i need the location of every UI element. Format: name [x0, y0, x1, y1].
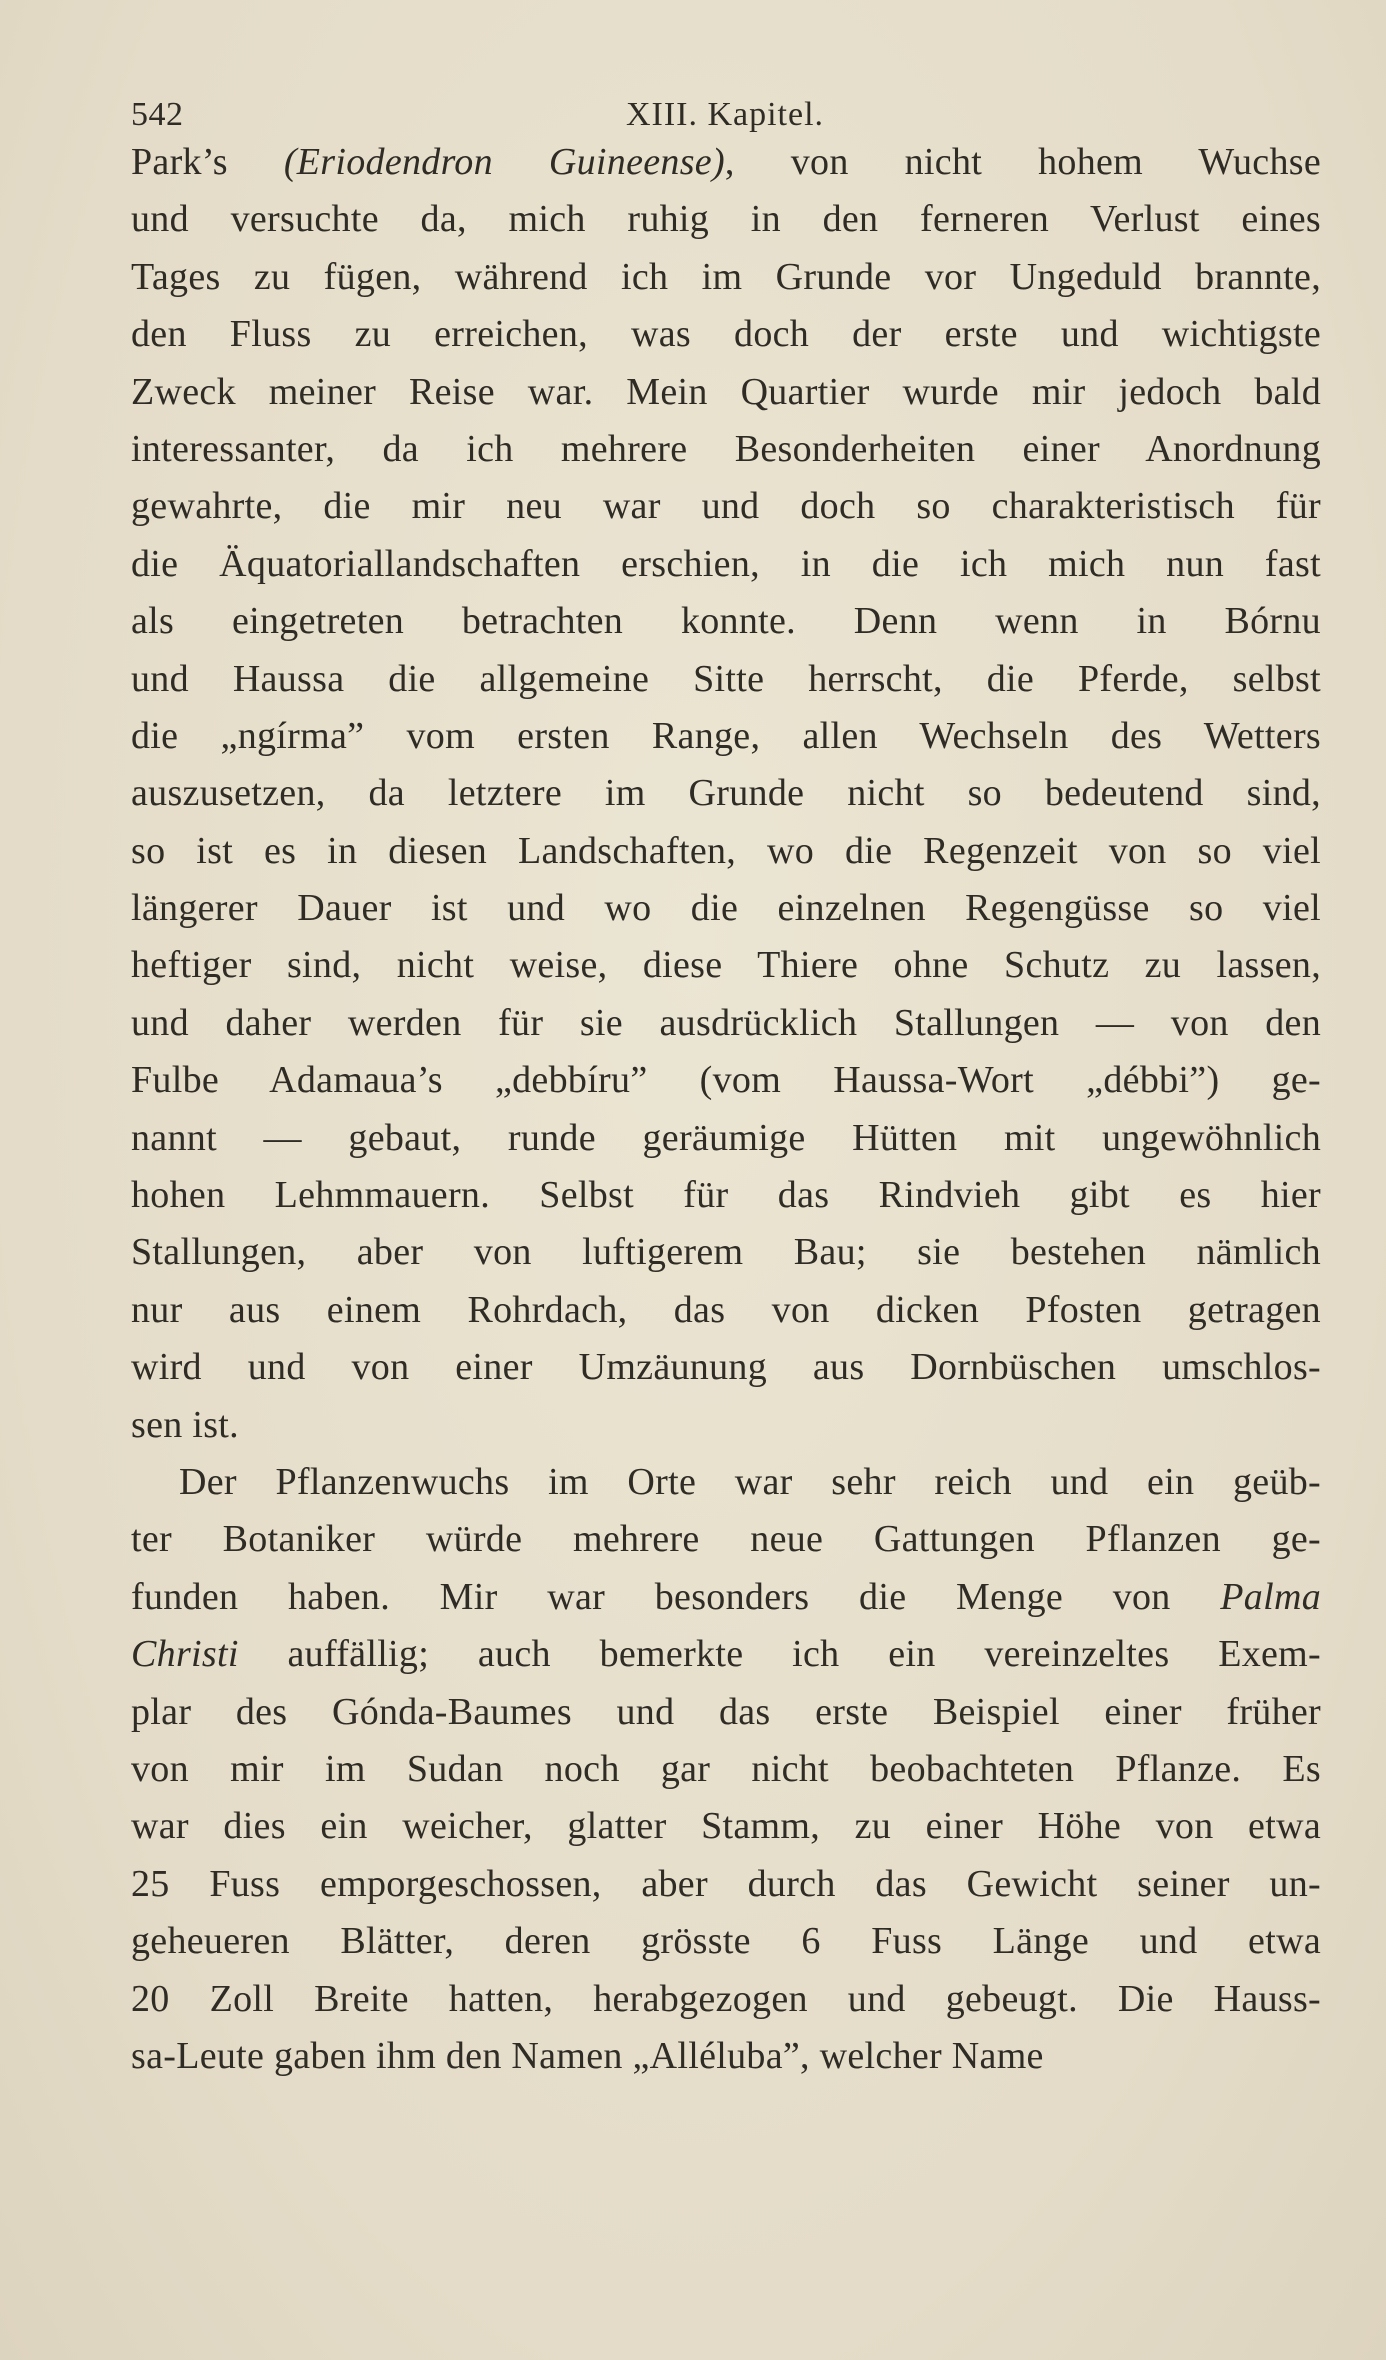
- text-line: [131, 1569, 1321, 1626]
- text-run: Fulbe Adamaua’s „debbíru” (vom Haussa-Wort „débbi”) ge-: [131, 1059, 1321, 1102]
- text-line: [131, 1971, 1321, 2028]
- text-run: als eingetreten betrachten konnte. Denn wenn in Bórnu: [131, 600, 1321, 643]
- text-run: hohen Lehmmauern. Selbst für das Rindvieh gibt es hier: [131, 1174, 1321, 1217]
- text-run: den Fluss zu erreichen, was doch der erste und wichtigste: [131, 313, 1321, 356]
- text-run: und daher werden für sie ausdrücklich Stallungen — von den: [131, 1001, 1321, 1044]
- text-run: von mir im Sudan noch gar nicht beobachteten Pflanze. Es: [131, 1747, 1321, 1790]
- text-line: [131, 1224, 1321, 1281]
- text-run: nur aus einem Rohrdach, das von dicken Pfosten getragen: [131, 1288, 1321, 1331]
- paragraph: [131, 134, 1321, 1454]
- text-line: [131, 995, 1321, 1052]
- text-run: sen ist.: [131, 1403, 239, 1446]
- text-run: Tages zu fügen, während ich im Grunde vor Ungeduld brannte,: [131, 255, 1321, 298]
- text-line: [131, 1110, 1321, 1167]
- text-run: Stallungen, aber von luftigerem Bau; sie bestehen nämlich: [131, 1231, 1321, 1274]
- text-run: ter Botaniker würde mehrere neue Gattungen Pflanzen ge-: [131, 1518, 1321, 1561]
- text-line: [131, 651, 1321, 708]
- text-line: [131, 364, 1321, 421]
- text-run: und versuchte da, mich ruhig in den ferneren Verlust eines: [131, 198, 1321, 241]
- text-line: [131, 1741, 1321, 1798]
- text-run: Park’s: [131, 141, 284, 183]
- italic-text: Palma: [1220, 1575, 1321, 1618]
- text-line: [131, 1052, 1321, 1109]
- text-run: 20 Zoll Breite hatten, herabgezogen und gebeugt. Die Hauss-: [131, 1977, 1321, 2020]
- text-line: [131, 880, 1321, 937]
- text-line: [131, 593, 1321, 650]
- text-run: Zweck meiner Reise war. Mein Quartier wurde mir jedoch bald: [131, 370, 1321, 413]
- text-run: auffällig; auch bemerkte ich ein vereinzeltes Exem-: [238, 1633, 1321, 1676]
- text-line: [131, 1511, 1321, 1568]
- text-line: [131, 1856, 1321, 1913]
- text-run: die „ngírma” vom ersten Range, allen Wechseln des Wetters: [131, 714, 1321, 757]
- text-run: und Haussa die allgemeine Sitte herrscht, die Pferde, selbst: [131, 657, 1321, 700]
- text-run: 25 Fuss emporgeschossen, aber durch das Gewicht seiner un-: [131, 1862, 1321, 1905]
- text-run: so ist es in diesen Landschaften, wo die Regenzeit von so viel: [131, 829, 1321, 872]
- text-line: [131, 708, 1321, 765]
- text-line: [131, 536, 1321, 593]
- text-run: heftiger sind, nicht weise, diese Thiere ohne Schutz zu lassen,: [131, 944, 1321, 987]
- text-line: [131, 191, 1321, 248]
- text-run: war dies ein weicher, glatter Stamm, zu einer Höhe von etwa: [131, 1805, 1321, 1848]
- text-run: Der Pflanzenwuchs im Orte war sehr reich und ein geüb-: [179, 1460, 1321, 1503]
- text-line: [131, 306, 1321, 363]
- italic-text: (Eriodendron Guineense): [283, 141, 725, 183]
- text-run: sa-Leute gaben ihm den Namen „Alléluba”, welcher Name: [131, 2034, 1044, 2077]
- text-run: geheueren Blätter, deren grösste 6 Fuss Länge und etwa: [131, 1920, 1321, 1963]
- text-line: [131, 937, 1321, 994]
- text-run: , von nicht hohem Wuchse: [724, 141, 1321, 183]
- body-text: [131, 134, 1321, 2085]
- text-run: gewahrte, die mir neu war und doch so charakteristisch für: [131, 485, 1321, 528]
- text-line: [131, 1454, 1321, 1511]
- text-run: interessanter, da ich mehrere Besonderheiten einer Anordnung: [131, 427, 1321, 470]
- text-line: [131, 1913, 1321, 1970]
- text-run: auszusetzen, da letztere im Grunde nicht so bedeutend sind,: [131, 772, 1321, 815]
- text-line: [131, 1626, 1321, 1683]
- text-run: funden haben. Mir war besonders die Menge von: [131, 1575, 1221, 1618]
- text-line: [131, 1167, 1321, 1224]
- text-run: plar des Gónda-Baumes und das erste Beispiel einer früher: [131, 1690, 1321, 1733]
- text-line: [131, 421, 1321, 478]
- text-line: [131, 765, 1321, 822]
- text-line: [131, 1684, 1321, 1741]
- running-head: XIII. Kapitel.: [625, 96, 825, 133]
- text-line: [131, 1397, 1321, 1454]
- italic-text: Christi: [131, 1633, 239, 1676]
- text-line: [131, 249, 1321, 306]
- text-run: wird und von einer Umzäunung aus Dornbüschen umschlos-: [131, 1346, 1321, 1389]
- text-run: nannt — gebaut, runde geräumige Hütten mit ungewöhnlich: [131, 1116, 1321, 1159]
- text-line: [131, 478, 1321, 535]
- text-line: [131, 2028, 1321, 2085]
- text-run: die Äquatoriallandschaften erschien, in die ich mich nun fast: [131, 542, 1321, 585]
- paragraph: [131, 1454, 1321, 2085]
- text-line: [131, 823, 1321, 880]
- text-line: [131, 134, 1321, 191]
- text-line: [131, 1339, 1321, 1396]
- text-line: [131, 1282, 1321, 1339]
- text-run: längerer Dauer ist und wo die einzelnen Regengüsse so viel: [131, 887, 1321, 930]
- page-number: 542: [131, 96, 184, 133]
- text-line: [131, 1798, 1321, 1855]
